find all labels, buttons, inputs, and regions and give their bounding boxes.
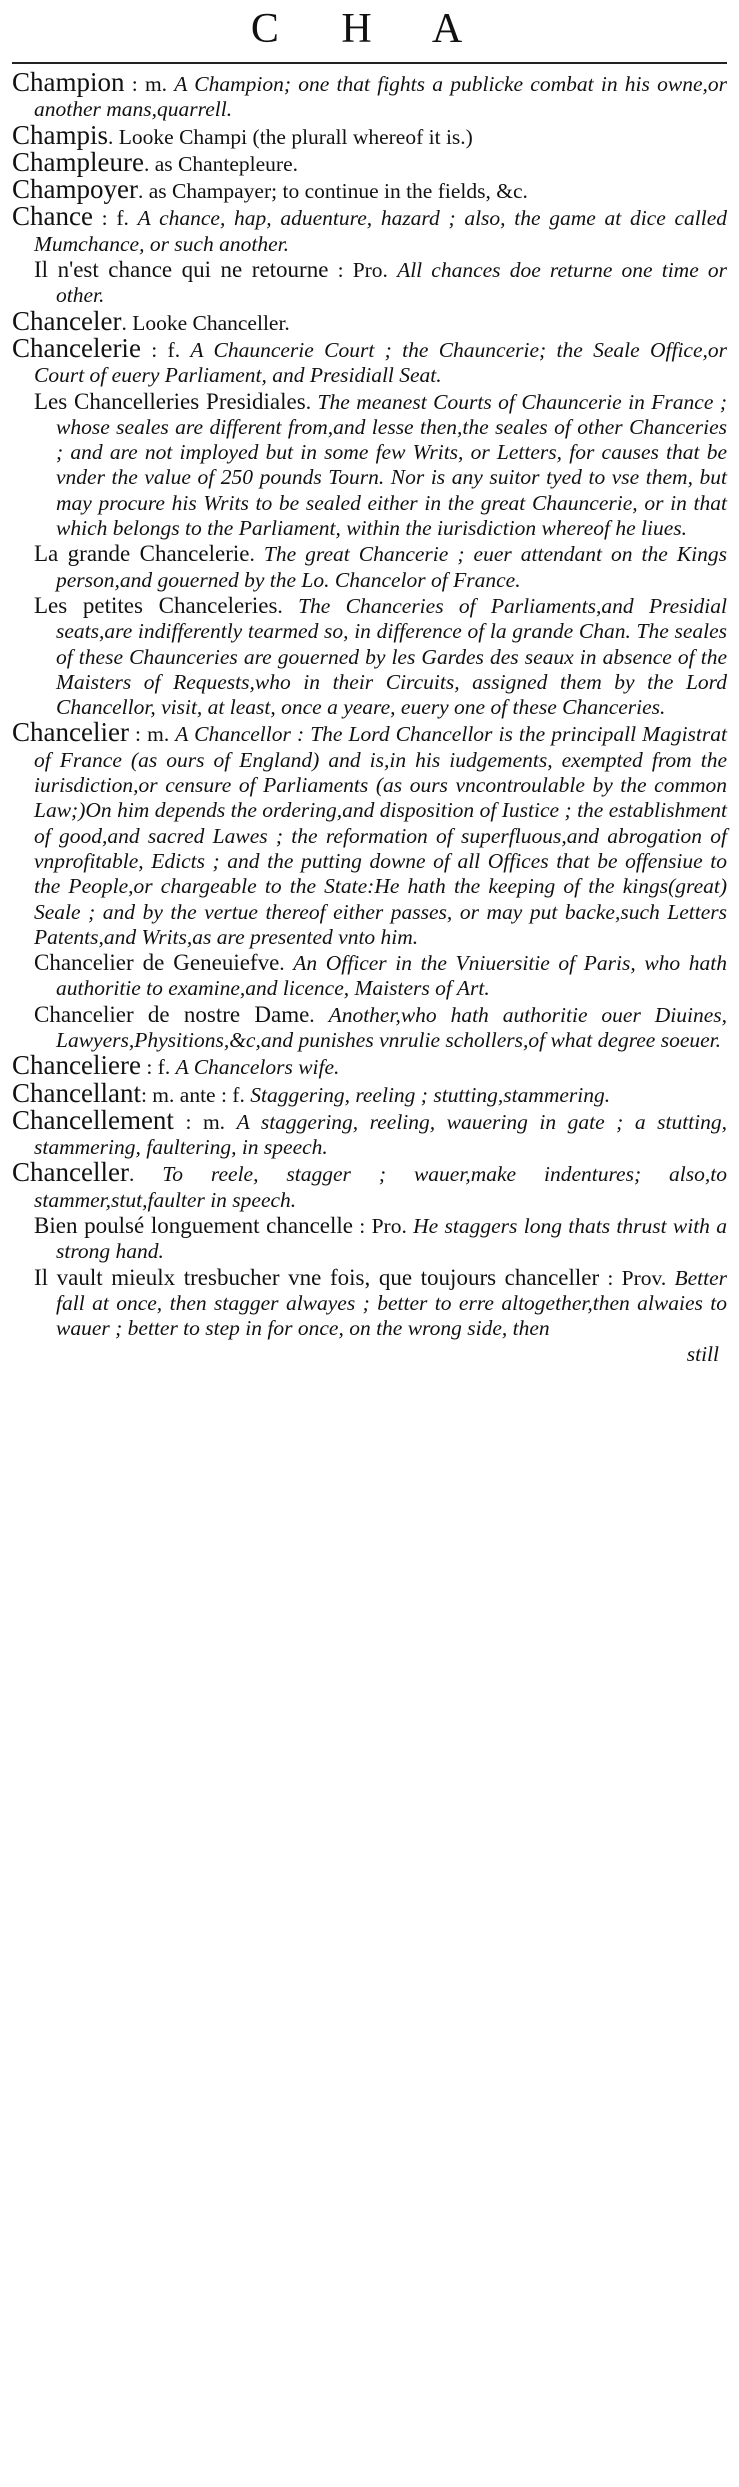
cross-reference: Chanceller. <box>192 310 290 335</box>
dictionary-subentry <box>12 257 727 309</box>
dictionary-entry <box>12 1157 727 1213</box>
grammar-label: . as <box>143 151 179 176</box>
dictionary-subentry <box>12 1213 727 1265</box>
grammar-label: . <box>249 542 264 567</box>
definition: To reele, stagger ; wauer,make indentures; also,to stammer,stut,faulter in speech. <box>34 1162 727 1212</box>
dictionary-subentry <box>12 593 727 720</box>
headword: Chancellant <box>12 1077 141 1108</box>
dictionary-subentry <box>12 389 727 542</box>
headword: Champion <box>12 67 125 97</box>
dictionary-subentry <box>12 1265 727 1342</box>
definition: A Champion; one that fights a publicke combat in his owne,or another mans,quarrell. <box>34 72 728 122</box>
headword: Chanceliere <box>12 1050 141 1081</box>
definition: He staggers long thats thrust with a strong hand. <box>56 1214 727 1264</box>
headword: Il n'est chance qui ne retourne <box>34 257 329 283</box>
headword: Chancelier <box>12 717 129 748</box>
grammar-label: : Prov. <box>599 1265 675 1290</box>
headword: La grande Chancelerie <box>34 541 250 567</box>
dictionary-entry <box>12 1077 727 1108</box>
headword: Champis <box>12 119 109 150</box>
dictionary-entry <box>12 119 727 150</box>
definition: Staggering, reeling ; stutting,stammering. <box>250 1082 611 1107</box>
headword: Les Chancelleries Presidiales <box>34 388 306 414</box>
definition: A Chauncerie Court ; the Chauncerie; the Seale Office,or Court of euery Parliament, and Presidiall Seat. <box>34 337 727 388</box>
grammar-label: : Pro. <box>352 1214 414 1239</box>
cross-reference: Champayer; to continue in the fields, &c. <box>172 179 528 204</box>
headword: Champleure <box>12 146 144 177</box>
headword: Les petites Chanceleries <box>34 592 278 618</box>
definition: A Chancelors wife. <box>175 1055 340 1080</box>
definition: A staggering, reeling, wauering in gate ; a stutting, stammering, faultering, in speech. <box>34 1109 728 1160</box>
grammar-label: : f. <box>140 337 191 362</box>
grammar-label: . <box>277 593 299 618</box>
grammar-label: . <box>305 389 318 414</box>
header-rule <box>12 62 727 64</box>
cross-reference: Chantepleure. <box>178 151 299 176</box>
headword: Champoyer <box>12 174 138 205</box>
catchword: still <box>686 1341 719 1366</box>
definition: Another,who hath authoritie ouer Diuines, Lawyers,Physitions,&c,and punishes vnrulie schollers,of what degree soeuer. <box>56 1002 727 1052</box>
dictionary-subentry <box>12 541 727 593</box>
definition: Better fall at once, then stagger alwayes ; better to erre altogether,then alwaies to wauer ; better to step in for once, on the wrong side, then <box>56 1265 727 1341</box>
dictionary-entry <box>12 305 727 336</box>
cross-reference: Champi (the plurall whereof it is.) <box>179 124 473 149</box>
definition: All chances doe returne one time or other. <box>56 258 727 308</box>
grammar-label: . <box>309 1002 329 1027</box>
dictionary-entry <box>12 1104 728 1161</box>
grammar-label: : m. <box>173 1109 237 1134</box>
dictionary-entry <box>12 67 728 123</box>
grammar-label: : m. <box>128 722 176 747</box>
definition: The great Chancerie ; euer attendant on the Kings person,and gouerned by the Lo. Chancelor of France. <box>56 542 727 592</box>
grammar-label: : f. <box>92 206 138 231</box>
grammar-label: . Looke <box>121 310 193 335</box>
grammar-label: . as <box>137 179 173 204</box>
definition: A Chancellor : The Lord Chancellor is the principall Magistrat of France (as ours of England) and is,in his iudgements, exempted from the iurisdiction,or censure of Parliaments (as ours vncontroulable by the common Law;)On him depends the ordering,and disposition of Iustice ; the establishment of good,and sacred Lawes ; the reformation of superfluous,and abrogation of vnprofitable, Edicts ; and the putting downe of all Offices that be offensiue to the People,or chargeable to the State:He hath the keeping of the kings(great) Seale ; and by the vertue thereof either passes, or may put backe,such Letters Patents,and Writs,as are presented vnto him. <box>34 722 727 949</box>
dictionary-subentry <box>12 950 727 1002</box>
entry-list <box>12 67 728 1342</box>
definition: The Chanceries of Parliaments,and Presidial seats,are indifferently tearmed so, in difference of la grande Chan. The seales of these Chaunceries are gouerned by les Gardes des seaux in absence of the Maisters of Requests,who in their Circuits, assigned them by the Lord Chancellor, visit, at least, once a yeare, euery one of these Chanceries. <box>56 593 727 720</box>
dictionary-entry <box>12 174 727 205</box>
headword: Chancellement <box>12 1104 174 1135</box>
dictionary-entry <box>12 201 727 257</box>
headword: Chancelier de nostre Dame <box>34 1001 310 1027</box>
definition: The meanest Courts of Chauncerie in France ; whose seales are different from,and lesse then,the seales of other Chanceries ; and are not imployed but in some few Writs, or Letters, for causes that be vnder the value of 250 pounds Tourn. Nor is any suitor tyed to vse them, but may procure his Writs to be sealed either in the great Chauncerie, or in that which belongs to the Parliament, within the iurisdiction whereof he liues. <box>56 389 727 541</box>
grammar-label: . <box>128 1162 163 1187</box>
headword: Bien poulsé longuement chancelle <box>34 1213 353 1239</box>
definition: A chance, hap, aduenture, hazard ; also, the game at dice called Mumchance, or such another. <box>34 206 727 256</box>
grammar-label: . Looke <box>108 124 180 149</box>
definition: An Officer in the Vniuersitie of Paris, who hath authoritie to examine,and licence, Maisters of Art. <box>56 951 727 1001</box>
headword: Chanceler <box>12 305 122 336</box>
grammar-label: : f. <box>140 1055 176 1080</box>
dictionary-entry <box>12 1050 727 1081</box>
headword: Chanceller <box>12 1157 129 1188</box>
grammar-label: : m. ante : f. <box>140 1082 251 1107</box>
headword: Chance <box>12 201 93 232</box>
dictionary-entry <box>12 332 727 389</box>
running-head: C H A <box>250 6 489 52</box>
grammar-label: : m. <box>124 72 175 96</box>
headword: Chancelier de Geneuiefve <box>34 950 280 976</box>
grammar-label: . <box>279 951 294 976</box>
headword: Il vault mieulx tresbucher vne fois, que toujours chanceller <box>34 1264 600 1290</box>
dictionary-subentry <box>12 1002 727 1054</box>
grammar-label: : Pro. <box>328 258 398 283</box>
headword: Chancelerie <box>12 332 141 363</box>
dictionary-entry <box>12 146 727 177</box>
dictionary-entry <box>12 717 727 950</box>
